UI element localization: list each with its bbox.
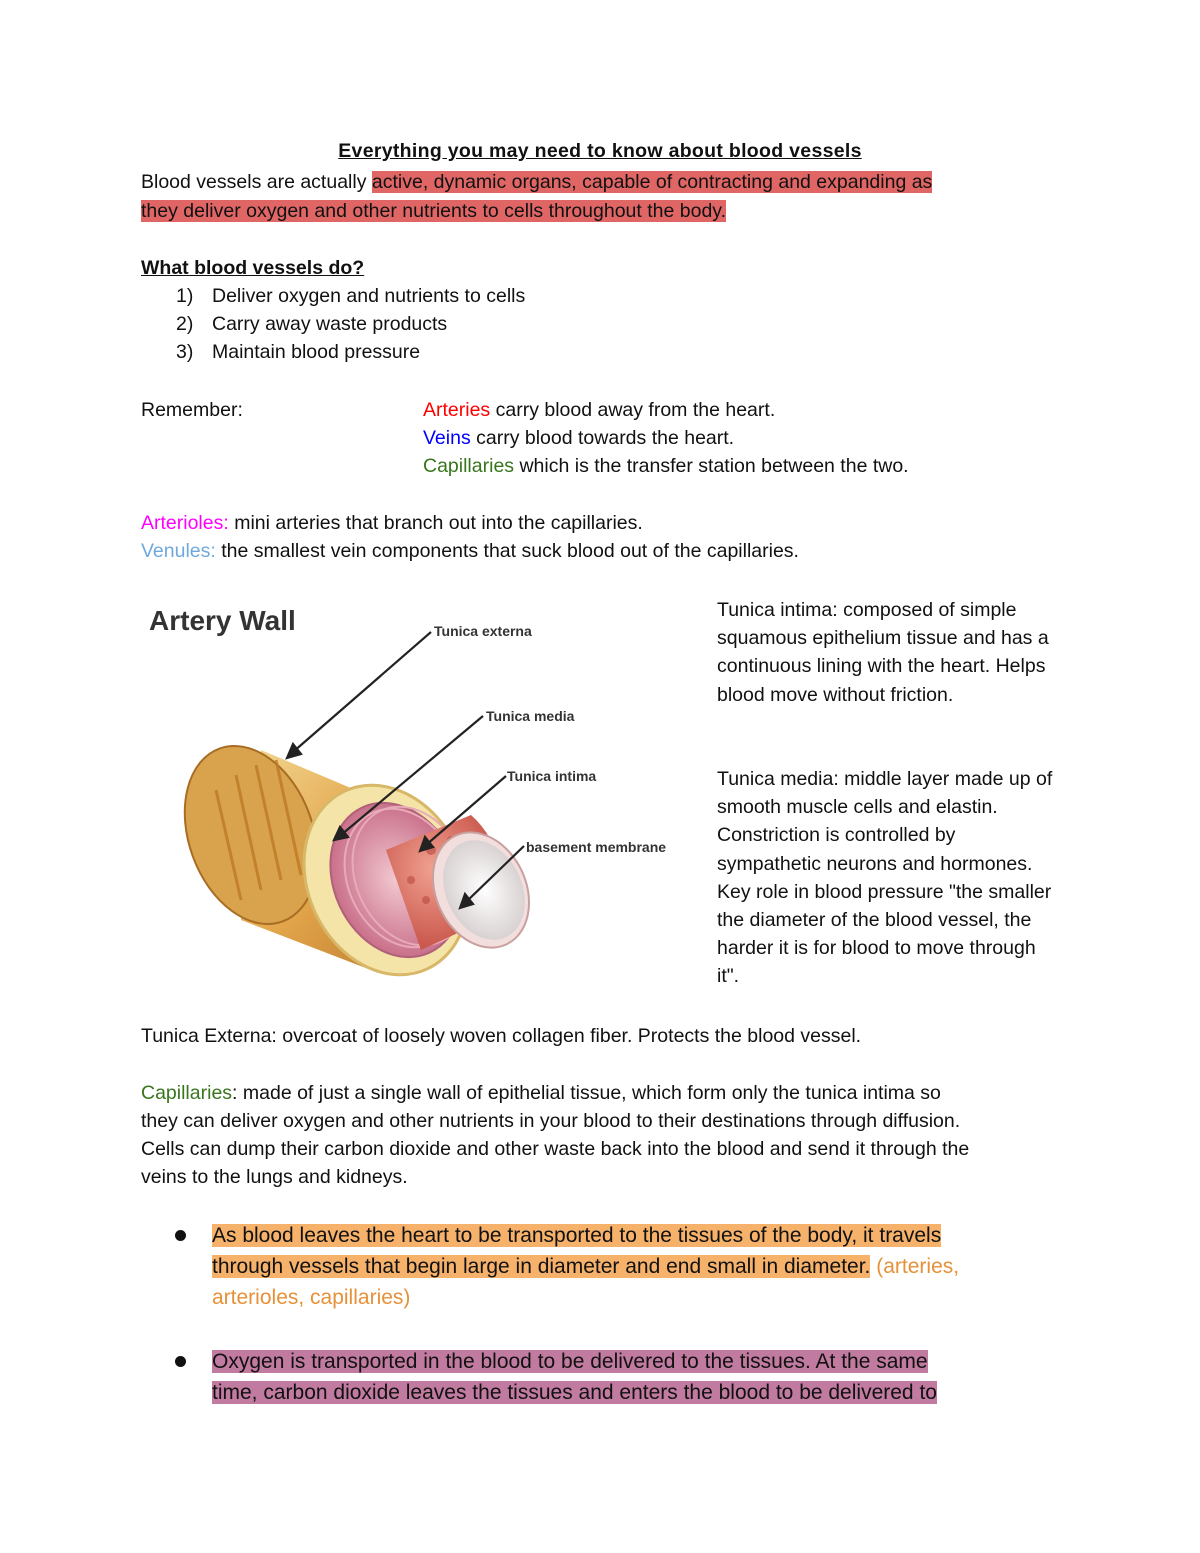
bullet-1-highlight-2: through vessels that begin large in diameter and end small in diameter.: [212, 1255, 871, 1278]
remember-label: Remember:: [141, 399, 243, 421]
capillaries-line-3: Cells can dump their carbon dioxide and other waste back into the blood and send it through the: [141, 1138, 970, 1160]
bullet-1-text: [212, 1220, 1072, 1313]
figure-title: Artery Wall: [149, 605, 296, 636]
list-number-3: 3): [176, 341, 194, 363]
intro-plain: Blood vessels are actually: [141, 171, 372, 193]
capillaries-line-1: [141, 1079, 941, 1107]
label-tunica-externa: Tunica externa: [434, 623, 532, 639]
bullet-2-text: [212, 1346, 1072, 1408]
label-basement-membrane: basement membrane: [526, 839, 667, 855]
bullet-1-note-2: arterioles, capillaries): [212, 1286, 411, 1309]
bullet-1-highlight-1: As blood leaves the heart to be transported to the tissues of the body, it travels: [212, 1224, 942, 1247]
bullet-2: [175, 1356, 186, 1367]
list-item-3: Maintain blood pressure: [212, 341, 421, 363]
remember-capillaries: [423, 452, 909, 480]
intro-highlight-1: active, dynamic organs, capable of contracting and expanding as: [371, 171, 933, 193]
list-item-2: Carry away waste products: [212, 313, 448, 335]
page-title: Everything you may need to know about blood vessels: [338, 140, 862, 162]
bullet-2-highlight-2: time, carbon dioxide leaves the tissues and enters the blood to be delivered to: [212, 1381, 937, 1404]
veins-term: Veins: [423, 427, 471, 449]
list-number-2: 2): [176, 313, 194, 335]
arterioles-term: Arterioles:: [141, 512, 229, 534]
arteries-text: carry blood away from the heart.: [490, 399, 776, 421]
bullet-1: [175, 1230, 186, 1241]
tunica-intima-description: Tunica intima: composed of simple squamous epithelium tissue and has a continuous lining with the heart. Helps blood move without friction.: [717, 599, 1049, 706]
label-tunica-intima: Tunica intima: [507, 768, 597, 784]
capillaries-para-text-1: : made of just a single wall of epithelial tissue, which form only the tunica intima so: [232, 1082, 941, 1104]
artery-wall-illustration: [141, 590, 696, 995]
venules-term: Venules:: [141, 540, 216, 562]
capillaries-para-term: Capillaries: [141, 1082, 233, 1104]
veins-text: carry blood towards the heart.: [470, 427, 735, 449]
label-tunica-media: Tunica media: [486, 708, 575, 724]
bullet-2-highlight-1: Oxygen is transported in the blood to be delivered to the tissues. At the same: [212, 1350, 928, 1373]
capillaries-text: which is the transfer station between the two.: [514, 455, 909, 477]
intro-highlight-2: they deliver oxygen and other nutrients to cells throughout the body.: [141, 200, 727, 222]
arteries-term: Arteries: [423, 399, 491, 421]
bullet-1-note-1: (arteries,: [870, 1255, 960, 1278]
arterioles-line: [141, 509, 643, 537]
intro-line-1: [141, 168, 932, 196]
list-number-1: 1): [176, 285, 194, 307]
venules-line: [141, 537, 799, 565]
capillaries-line-2: they can deliver oxygen and other nutrients in your blood to their destinations through diffusion.: [141, 1110, 961, 1132]
arterioles-text: mini arteries that branch out into the capillaries.: [228, 512, 643, 534]
capillaries-line-4: veins to the lungs and kidneys.: [141, 1166, 408, 1188]
tunica-externa-description: Tunica Externa: overcoat of loosely woven collagen fiber. Protects the blood vessel.: [141, 1025, 862, 1047]
remember-veins: [423, 424, 734, 452]
remember-arteries: [423, 396, 775, 424]
artery-wall-figure: [141, 590, 696, 995]
functions-heading: What blood vessels do?: [141, 257, 365, 279]
list-item-1: Deliver oxygen and nutrients to cells: [212, 285, 526, 307]
tunica-media-description: Tunica media: middle layer made up of smooth muscle cells and elastin. Constriction is controlled by sympathetic neurons and hormones. Key role in blood pressure "the smaller the diameter of the blood vessel, the harder it is for blood to move through it".: [717, 768, 1053, 988]
intro-line-2: [141, 197, 726, 225]
venules-text: the smallest vein components that suck blood out of the capillaries.: [215, 540, 799, 562]
capillaries-term: Capillaries: [423, 455, 515, 477]
